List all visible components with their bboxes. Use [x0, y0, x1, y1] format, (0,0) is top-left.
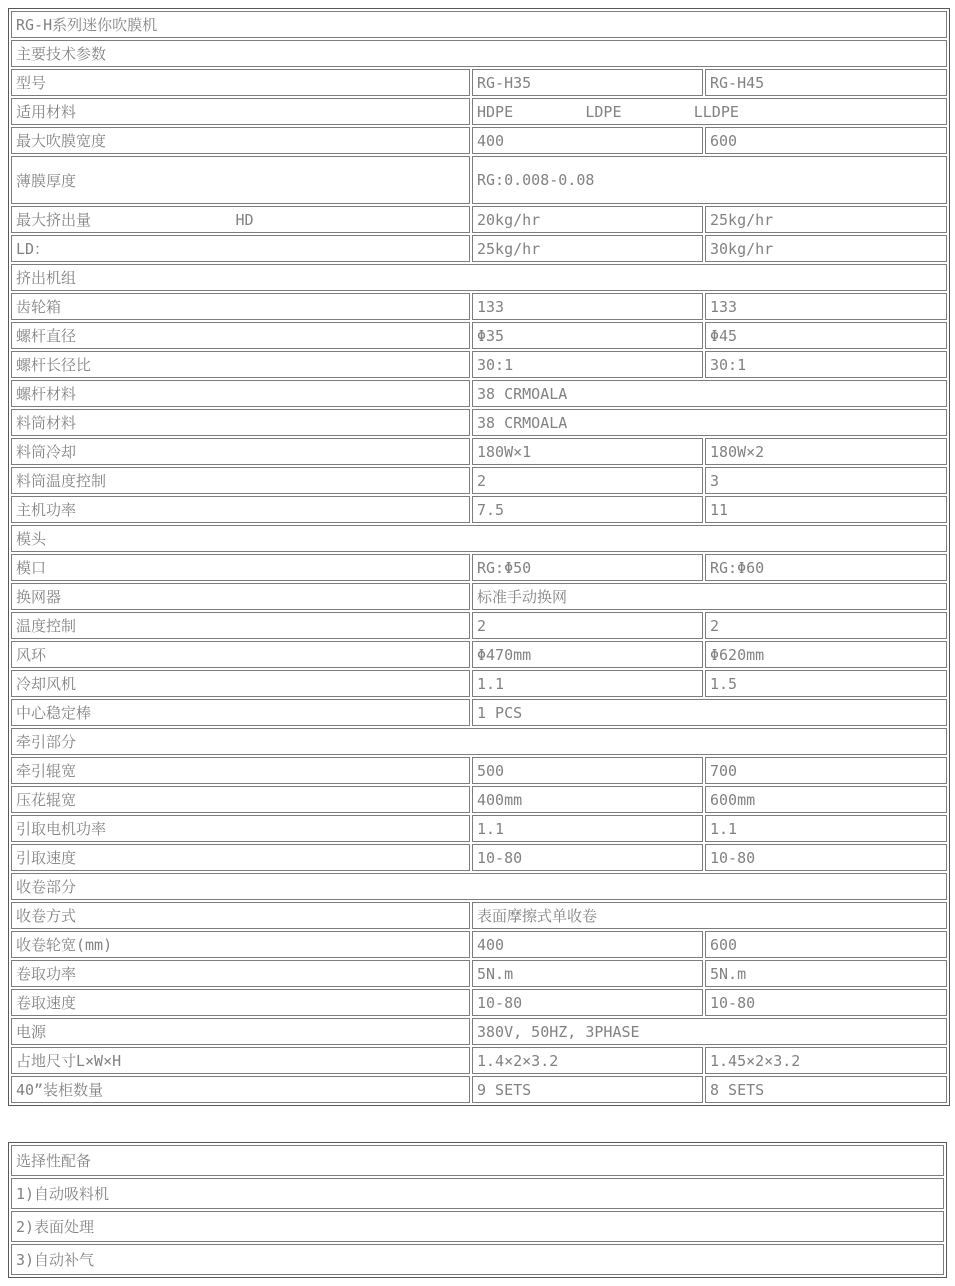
spec-row: [11, 1047, 947, 1074]
spec-table: [8, 8, 950, 1106]
spec-row: [11, 1018, 947, 1045]
section-header: 挤出机组: [11, 264, 947, 291]
row-label: 最大挤出量 HD: [11, 206, 470, 233]
row-label: 卷取功率: [11, 960, 470, 987]
spec-row: [11, 554, 947, 581]
row-value-model2: 30:1: [705, 351, 947, 378]
row-value-model1: 9 SETS: [472, 1076, 703, 1103]
row-value-model1: 2: [472, 467, 703, 494]
row-value-model2: 2: [705, 612, 947, 639]
spec-row: [11, 322, 947, 349]
row-value-model2: 8 SETS: [705, 1076, 947, 1103]
row-label: 引取电机功率: [11, 815, 470, 842]
row-value-model1: RG:Φ50: [472, 554, 703, 581]
row-label: 换网器: [11, 583, 470, 610]
row-value-model1: Φ35: [472, 322, 703, 349]
row-label: 螺杆直径: [11, 322, 470, 349]
section-header: 模头: [11, 525, 947, 552]
spec-row: [11, 156, 947, 204]
row-label: 最大吹膜宽度: [11, 127, 470, 154]
spec-row: [11, 235, 947, 262]
spec-row: [11, 699, 947, 726]
row-value-model1: 5N.m: [472, 960, 703, 987]
table-title-row: [11, 11, 947, 38]
row-value-model1: RG-H35: [472, 69, 703, 96]
spec-row: [11, 380, 947, 407]
spec-row: [11, 757, 947, 784]
row-value-model1: 20kg/hr: [472, 206, 703, 233]
row-value-model1: 500: [472, 757, 703, 784]
row-value-model1: 2: [472, 612, 703, 639]
spec-row: [11, 467, 947, 494]
row-value-model1: 7.5: [472, 496, 703, 523]
row-label: 料筒冷却: [11, 438, 470, 465]
row-value-model1: 25kg/hr: [472, 235, 703, 262]
row-label: 引取速度: [11, 844, 470, 871]
spec-row: [11, 844, 947, 871]
row-value-model1: 400: [472, 127, 703, 154]
spec-row: [11, 670, 947, 697]
row-value-model2: Φ45: [705, 322, 947, 349]
spec-row: [11, 612, 947, 639]
row-value-model1: 1.1: [472, 815, 703, 842]
row-label: 电源: [11, 1018, 470, 1045]
row-label: 型号: [11, 69, 470, 96]
row-value-model1: 400mm: [472, 786, 703, 813]
row-label: LD：: [11, 235, 470, 262]
row-label: 模口: [11, 554, 470, 581]
spec-row: [11, 69, 947, 96]
row-value-model2: 10-80: [705, 989, 947, 1016]
spec-row: [11, 989, 947, 1016]
row-value-model2: 1.1: [705, 815, 947, 842]
row-value-model2: 180W×2: [705, 438, 947, 465]
row-value-model2: 133: [705, 293, 947, 320]
row-value-model1: 10-80: [472, 989, 703, 1016]
row-value-model2: 11: [705, 496, 947, 523]
row-value-model2: 25kg/hr: [705, 206, 947, 233]
spec-row: [11, 438, 947, 465]
row-value-merged: 表面摩擦式单收卷: [472, 902, 947, 929]
row-value-model1: 133: [472, 293, 703, 320]
row-label: 螺杆材料: [11, 380, 470, 407]
spec-row: [11, 583, 947, 610]
row-value-model1: 1.4×2×3.2: [472, 1047, 703, 1074]
spec-row: [11, 409, 947, 436]
row-value-model2: 600: [705, 127, 947, 154]
row-label: 占地尺寸L×W×H: [11, 1047, 470, 1074]
row-label: 料筒温度控制: [11, 467, 470, 494]
row-value-model1: 1.1: [472, 670, 703, 697]
spec-row: [11, 351, 947, 378]
table-title: RG-H系列迷你吹膜机: [11, 11, 947, 38]
row-label: 收卷轮宽(mm): [11, 931, 470, 958]
option-item: 3)自动补气: [11, 1244, 944, 1275]
row-label: 齿轮箱: [11, 293, 470, 320]
row-value-merged: 标准手动换网: [472, 583, 947, 610]
section-header: 主要技术参数: [11, 40, 947, 67]
row-label: 主机功率: [11, 496, 470, 523]
section-header-row: [11, 525, 947, 552]
row-label: 中心稳定棒: [11, 699, 470, 726]
row-label: 风环: [11, 641, 470, 668]
row-value-model2: RG:Φ60: [705, 554, 947, 581]
section-header-row: [11, 264, 947, 291]
spec-row: [11, 1076, 947, 1103]
spec-row: [11, 902, 947, 929]
row-label: 压花辊宽: [11, 786, 470, 813]
row-value-model2: 3: [705, 467, 947, 494]
row-value-merged: 380V, 50HZ, 3PHASE: [472, 1018, 947, 1045]
row-label: 牵引辊宽: [11, 757, 470, 784]
spec-row: [11, 293, 947, 320]
row-value-model2: 1.5: [705, 670, 947, 697]
options-title-row: [11, 1145, 944, 1176]
row-value-model1: 30:1: [472, 351, 703, 378]
row-value-merged: HDPE LDPE LLDPE: [472, 98, 947, 125]
row-label: 料筒材料: [11, 409, 470, 436]
row-label: 40”装柜数量: [11, 1076, 470, 1103]
row-label: 卷取速度: [11, 989, 470, 1016]
spec-row: [11, 206, 947, 233]
option-item-row: [11, 1178, 944, 1209]
row-value-model1: 180W×1: [472, 438, 703, 465]
row-label: 薄膜厚度: [11, 156, 470, 204]
spec-row: [11, 815, 947, 842]
row-label: 收卷方式: [11, 902, 470, 929]
row-value-model2: 1.45×2×3.2: [705, 1047, 947, 1074]
row-label: 适用材料: [11, 98, 470, 125]
spec-row: [11, 960, 947, 987]
option-item-row: [11, 1211, 944, 1242]
row-label: 冷却风机: [11, 670, 470, 697]
row-value-model2: 10-80: [705, 844, 947, 871]
section-header-row: [11, 40, 947, 67]
option-item: 1)自动吸料机: [11, 1178, 944, 1209]
row-value-model2: 5N.m: [705, 960, 947, 987]
row-value-model1: Φ470mm: [472, 641, 703, 668]
spec-row: [11, 127, 947, 154]
spec-row: [11, 786, 947, 813]
row-value-model2: 600: [705, 931, 947, 958]
row-value-merged: RG:0.008-0.08: [472, 156, 947, 204]
row-value-model2: 700: [705, 757, 947, 784]
row-label: 温度控制: [11, 612, 470, 639]
section-header: 收卷部分: [11, 873, 947, 900]
row-value-merged: 38 CRMOALA: [472, 380, 947, 407]
spec-row: [11, 98, 947, 125]
row-value-model2: Φ620mm: [705, 641, 947, 668]
row-value-model2: 30kg/hr: [705, 235, 947, 262]
options-title: 选择性配备: [11, 1145, 944, 1176]
option-item-row: [11, 1244, 944, 1275]
spec-row: [11, 641, 947, 668]
options-table: [8, 1142, 947, 1278]
row-value-model2: RG-H45: [705, 69, 947, 96]
row-value-model2: 600mm: [705, 786, 947, 813]
section-header-row: [11, 873, 947, 900]
row-value-model1: 10-80: [472, 844, 703, 871]
option-item: 2)表面处理: [11, 1211, 944, 1242]
row-value-merged: 1 PCS: [472, 699, 947, 726]
section-header-row: [11, 728, 947, 755]
spec-row: [11, 931, 947, 958]
row-value-merged: 38 CRMOALA: [472, 409, 947, 436]
row-value-model1: 400: [472, 931, 703, 958]
row-label: 螺杆长径比: [11, 351, 470, 378]
section-header: 牵引部分: [11, 728, 947, 755]
spec-row: [11, 496, 947, 523]
